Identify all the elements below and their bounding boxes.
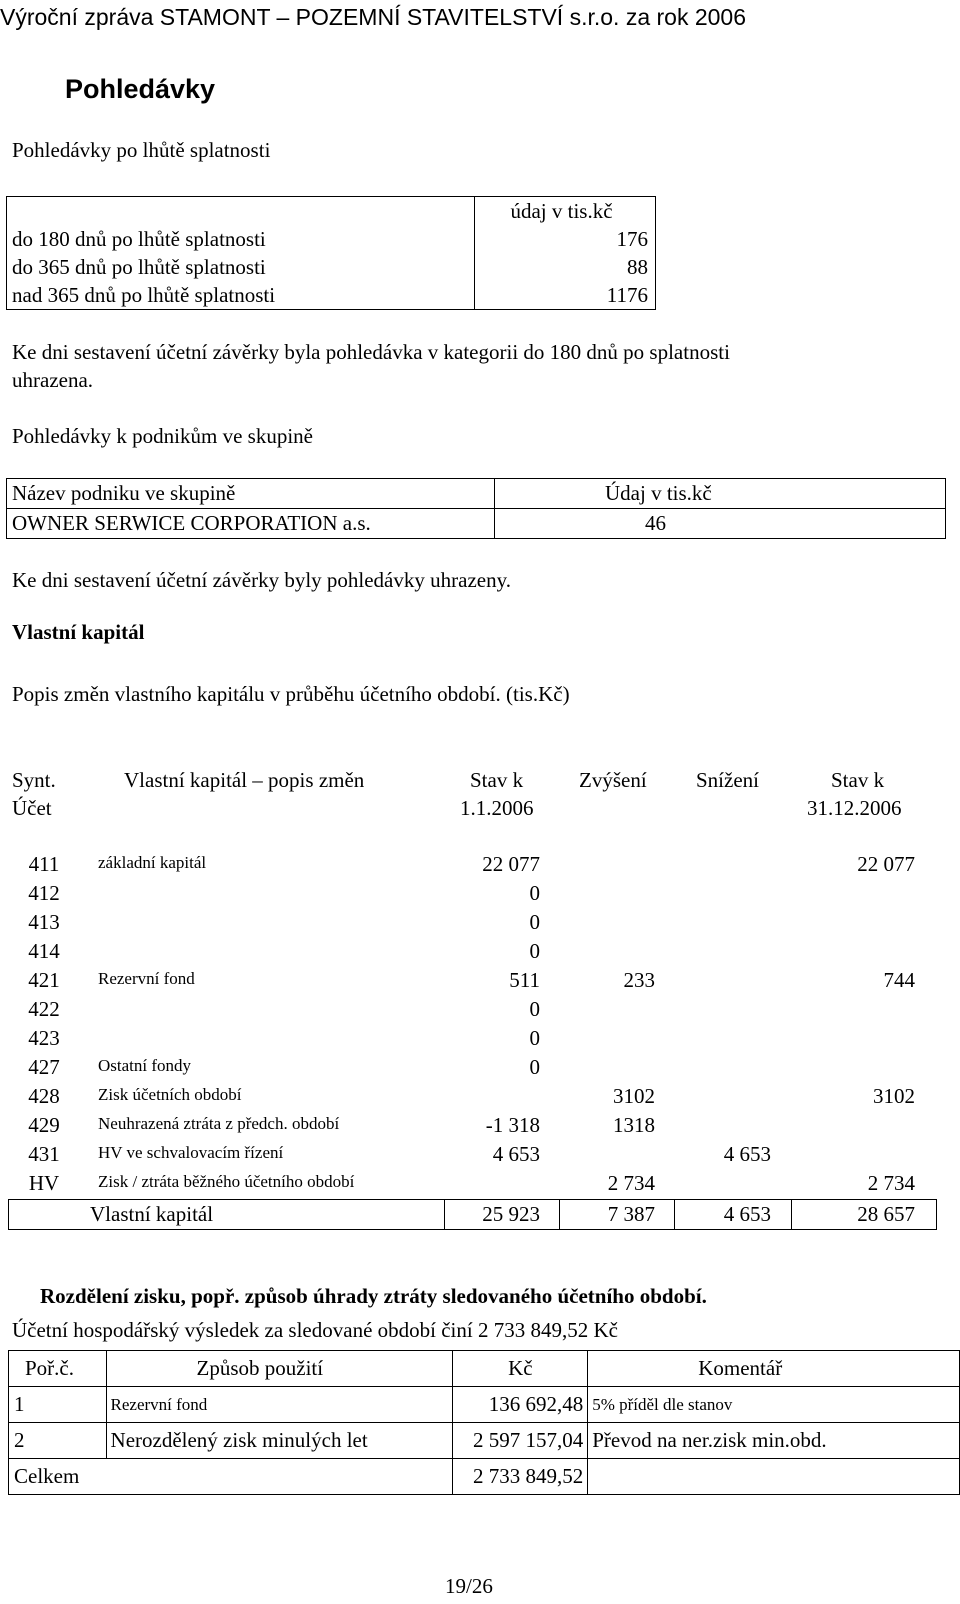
- group-col-name: Název podniku ve skupině: [7, 479, 495, 509]
- equity-subtitle: Popis změn vlastního kapitálu v průběhu účetního období. (tis.Kč): [12, 682, 570, 706]
- receivables-row-label: nad 365 dnů po lhůtě splatnosti: [7, 281, 475, 310]
- eq-total-label: Vlastní kapitál: [90, 1202, 214, 1226]
- receivables-subtitle: Pohledávky po lhůtě splatnosti: [12, 138, 271, 162]
- eq-row-start: -1 318: [485, 1113, 540, 1137]
- eq-header-ucet: Účet: [12, 796, 52, 820]
- eq-row-end: 3102: [873, 1084, 915, 1108]
- eq-row-inc: 233: [623, 968, 655, 992]
- section-title: Pohledávky: [65, 74, 216, 104]
- receivables-row-value: 1176: [475, 281, 656, 310]
- dist-total-comment: [588, 1459, 960, 1495]
- receivables-row-label: do 365 dnů po lhůtě splatnosti: [7, 253, 475, 281]
- eq-row-desc: Ostatní fondy: [98, 1056, 192, 1075]
- eq-row-desc: Zisk účetních období: [98, 1085, 242, 1104]
- eq-row-desc: základní kapitál: [98, 853, 207, 872]
- eq-total-start: 25 923: [482, 1202, 540, 1226]
- dist-row-amount: 2 597 157,04: [453, 1423, 588, 1459]
- eq-row-account: 421: [28, 968, 60, 992]
- eq-row-start: 0: [529, 1026, 540, 1050]
- eq-header-end1: Stav k: [831, 768, 885, 792]
- eq-row-desc: HV ve schvalovacím řízení: [98, 1143, 284, 1162]
- dist-row-amount: 136 692,48: [453, 1387, 588, 1423]
- group-subtitle: Pohledávky k podnikům ve skupině: [12, 424, 313, 448]
- group-row-value: 46: [495, 509, 946, 539]
- eq-row-start: 0: [529, 1055, 540, 1079]
- receivables-row-label: do 180 dnů po lhůtě splatnosti: [7, 225, 475, 253]
- eq-row-inc: 1318: [613, 1113, 655, 1137]
- eq-row-account: 423: [28, 1026, 60, 1050]
- eq-header-start2: 1.1.2006: [460, 796, 534, 820]
- eq-row-start: 511: [509, 968, 540, 992]
- eq-total-dec: 4 653: [723, 1202, 771, 1226]
- eq-row-account: 429: [28, 1113, 60, 1137]
- distribution-result: Účetní hospodářský výsledek za sledované období činí 2 733 849,52 Kč: [12, 1318, 618, 1342]
- eq-row-end: 2 734: [867, 1171, 915, 1195]
- group-row-name: OWNER SERWICE CORPORATION a.s.: [7, 509, 495, 539]
- dist-row-no: 2: [9, 1423, 107, 1459]
- dist-row-use: Nerozdělený zisk minulých let: [106, 1423, 453, 1459]
- eq-header-end2: 31.12.2006: [807, 796, 902, 820]
- equity-title: Vlastní kapitál: [12, 620, 145, 644]
- dist-header-use: Způsob použití: [106, 1351, 453, 1387]
- eq-row-desc: Zisk / ztráta běžného účetního období: [98, 1172, 355, 1191]
- eq-row-inc: 3102: [613, 1084, 655, 1108]
- eq-total-border: [8, 1199, 9, 1230]
- eq-row-account: HV: [28, 1171, 60, 1195]
- eq-header-start1: Stav k: [470, 768, 524, 792]
- report-header: Výroční zpráva STAMONT – POZEMNÍ STAVITELSTVÍ s.r.o. za rok 2006: [0, 4, 747, 30]
- dist-row-no: 1: [9, 1387, 107, 1423]
- receivables-note-line2: uhrazena.: [12, 368, 94, 392]
- eq-total-inc: 7 387: [607, 1202, 655, 1226]
- dist-total-amount: 2 733 849,52: [453, 1459, 588, 1495]
- page-number: 19/26: [445, 1574, 493, 1598]
- eq-row-account: 414: [28, 939, 60, 963]
- dist-row-comment: 5% příděl dle stanov: [588, 1387, 960, 1423]
- eq-header-synt: Synt.: [12, 768, 56, 792]
- eq-row-start: 0: [529, 939, 540, 963]
- receivables-note-line1: Ke dni sestavení účetní závěrky byla pohledávka v kategorii do 180 dnů po splatnosti: [12, 340, 730, 364]
- dist-row-use: Rezervní fond: [106, 1387, 453, 1423]
- eq-row-desc: Neuhrazená ztráta z předch. období: [98, 1114, 340, 1133]
- eq-row-account: 411: [28, 852, 60, 876]
- eq-total-end: 28 657: [857, 1202, 915, 1226]
- eq-row-desc: Rezervní fond: [98, 969, 195, 988]
- distribution-table: [8, 1350, 960, 1495]
- eq-header-dec: Snížení: [696, 768, 759, 792]
- receivables-row-value: 176: [475, 225, 656, 253]
- eq-row-account: 412: [28, 881, 60, 905]
- group-col-value: Údaj v tis.kč: [495, 479, 946, 509]
- eq-row-account: 413: [28, 910, 60, 934]
- eq-header-desc: Vlastní kapitál – popis změn: [124, 768, 365, 792]
- eq-row-start: 0: [529, 997, 540, 1021]
- dist-total-label: Celkem: [9, 1459, 453, 1495]
- eq-row-account: 422: [28, 997, 60, 1021]
- distribution-title: Rozdělení zisku, popř. způsob úhrady ztráty sledovaného účetního období.: [40, 1284, 707, 1308]
- eq-row-account: 431: [28, 1142, 60, 1166]
- eq-row-account: 427: [28, 1055, 60, 1079]
- eq-row-dec: 4 653: [723, 1142, 771, 1166]
- eq-row-start: 22 077: [482, 852, 540, 876]
- eq-total-border: [936, 1199, 937, 1230]
- eq-total-bottom-line: [8, 1229, 936, 1230]
- dist-header-comment: Komentář: [588, 1351, 960, 1387]
- receivables-table: [6, 196, 656, 310]
- eq-header-inc: Zvýšení: [579, 768, 647, 792]
- eq-row-inc: 2 734: [607, 1171, 655, 1195]
- receivables-unit: údaj v tis.kč: [475, 197, 656, 226]
- dist-header-no: Poř.č.: [9, 1351, 107, 1387]
- eq-row-account: 428: [28, 1084, 60, 1108]
- dist-header-amount: Kč: [453, 1351, 588, 1387]
- receivables-row-value: 88: [475, 253, 656, 281]
- eq-row-start: 0: [529, 881, 540, 905]
- group-note: Ke dni sestavení účetní závěrky byly pohledávky uhrazeny.: [12, 568, 511, 592]
- group-table: [6, 478, 946, 539]
- eq-row-start: 4 653: [492, 1142, 540, 1166]
- dist-row-comment: Převod na ner.zisk min.obd.: [588, 1423, 960, 1459]
- eq-row-end: 22 077: [857, 852, 915, 876]
- eq-row-start: 0: [529, 910, 540, 934]
- eq-total-top-line: [8, 1199, 936, 1200]
- eq-row-end: 744: [883, 968, 915, 992]
